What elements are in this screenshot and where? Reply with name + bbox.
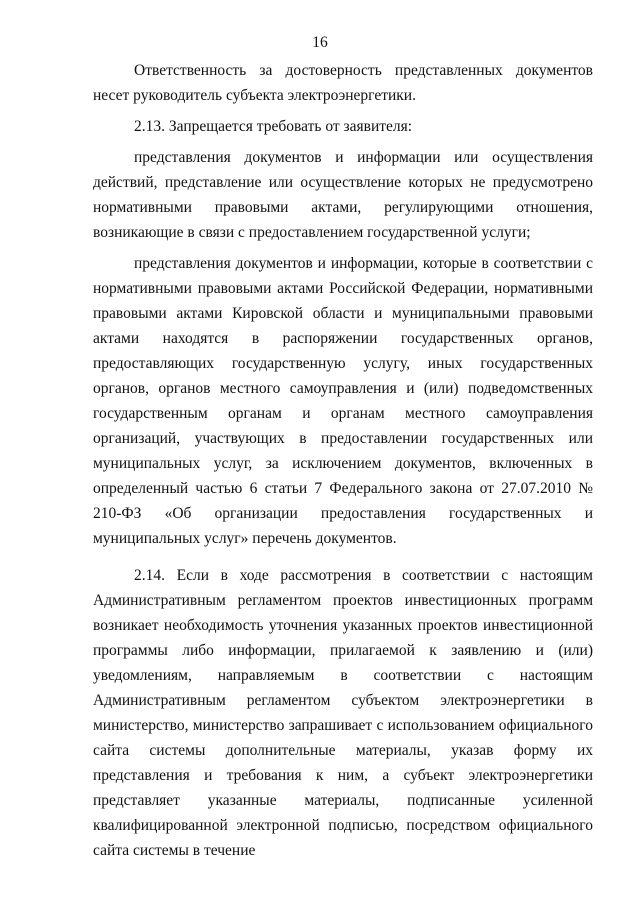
paragraph-prohibition-documents: представления документов и информации, которые в соответствии с нормативными правовыми актами Российской Федерации, нормативными правовыми актами Кировской области и муниципальными правовыми актами находятся в распоряжении государственных органов, предоставляющих государственную услугу, иных государственных органов, органов местного самоуправления и (или) подведомственных государственным органам и органам местного самоуправления организаций, участвующих в предоставлении государственных или муниципальных услуг, за исключением документов, включенных в определенный частью 6 статьи 7 Федерального закона от 27.07.2010 № 210-ФЗ «Об организации предоставления государственных и муниципальных услуг» перечень документов.	[93, 255, 593, 547]
paragraph-2-13-heading: 2.13. Запрещается требовать от заявителя:	[134, 118, 413, 135]
paragraph-2-14: 2.14. Если в ходе рассмотрения в соответствии с настоящим Административным регламентом проектов инвестиционных программ возникает необходимость уточнения указанных проектов инвестиционной программы либо информации, прилагаемой к заявлению и (или) уведомлениям, направляемым в соответствии с настоящим Административным регламентом субъектом электроэнергетики в министерство, министерство запрашивает с использованием официального сайта системы дополнительные материалы, указав форму их представления и требования к ним, а субъект электроэнергетики представляет указанные материалы, подписанные усиленной квалифицированной электронной подписью, посредством официального сайта системы в течение	[93, 567, 593, 859]
page-number: 16	[312, 34, 328, 51]
document-body	[93, 58, 593, 869]
paragraph-responsibility: Ответственность за достоверность представленных документов несет руководитель субъекта электроэнергетики.	[93, 62, 593, 104]
paragraph-prohibition-actions: представления документов и информации или осуществления действий, представление или осуществление которых не предусмотрено нормативными правовыми актами, регулирующими отношения, возникающие в связи с предоставлением государственной услуги;	[93, 149, 593, 241]
